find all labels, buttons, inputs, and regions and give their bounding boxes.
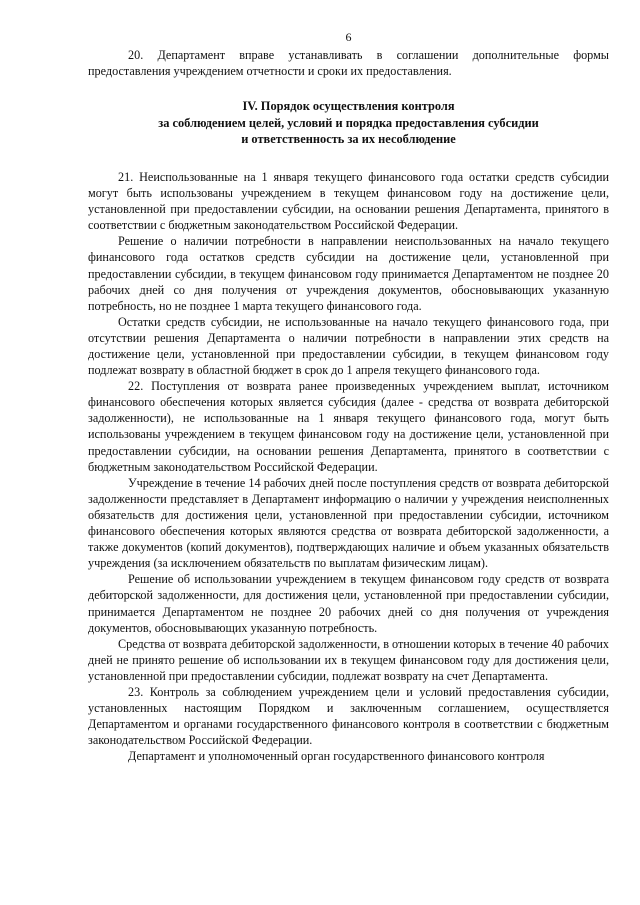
- section-heading-line-3: и ответственность за их несоблюдение: [241, 132, 456, 147]
- paragraph-22-decision: Решение об использовании учреждением в текущем финансовом году средств от возврата дебиторской задолженности, для достижения цели, установленной при предоставлении субсидии, принимается Департаментом не позднее 20 рабочих дней со дня получения от учреждения документов, обосновывающих указанную потребность.: [88, 572, 609, 635]
- paragraph-22-return: Средства от возврата дебиторской задолженности, в отношении которых в течение 40 рабочих дней не принято решение об использовании их в текущем финансовом году для достижения цели, установленной при предоставлении субсидии, подлежат возврату на счет Департамента.: [88, 636, 609, 683]
- section-heading-line-1: IV. Порядок осуществления контроля: [242, 99, 455, 114]
- paragraph-21: 21. Неиспользованные на 1 января текущего финансового года остатки средств субсидии могут быть использованы учреждением в текущем финансовом году на достижение цели, установленной при предоставлении субсидии, на основании решения Департамента, принятого в соответствии с бюджетным законодательством Российской Федерации.: [88, 169, 609, 233]
- section-heading: [88, 98, 609, 148]
- paragraph-20: 20. Департамент вправе устанавливать в соглашении дополнительные формы предоставления учреждением отчетности и сроки их предоставления.: [88, 48, 609, 79]
- paragraph-23: 23. Контроль за соблюдением учреждением цели и условий предоставления субсидии, установленных настоящим Порядком и заключенным соглашением, осуществляется Департаментом и органами государственного финансового контроля в соответствии с бюджетным законодательством Российской Федерации.: [88, 684, 609, 748]
- paragraph-22: 22. Поступления от возврата ранее произведенных учреждением выплат, источником финансового обеспечения которых является субсидия (далее - средства от возврата дебиторской задолженности), не использованные на 1 января текущего финансового года, могут быть использованы учреждением в текущем финансовом году на достижение цели, установленной при предоставлении субсидии, на основании решения Департамента, принятого в соответствии с бюджетным законодательством Российской Федерации.: [88, 379, 609, 474]
- paragraph-22-information: Учреждение в течение 14 рабочих дней после поступления средств от возврата дебиторской задолженности представляет в Департамент информацию о наличии у учреждения неисполненных обязательств для достижения цели, установленной при предоставлении субсидии, источником финансового обеспечения которых являются средства от возврата дебиторской задолженности, а также документов (копий документов), подтверждающих наличие и объем указанных обязательств учреждения (за исключением обязательств по выплатам физическим лицам).: [88, 475, 609, 571]
- section-heading-line-2: за соблюдением целей, условий и порядка предоставления субсидии: [158, 115, 539, 130]
- paragraph-21-decision: Решение о наличии потребности в направлении неиспользованных на начало текущего финансового года остатков средств субсидии на достижение цели, установленной при предоставлении субсидии, в текущем финансовом году принимается Департаментом не позднее 20 рабочих дней со дня получения от учреждения документов, обосновывающих указанную потребность, но не позднее 1 марта текущего финансового года.: [88, 234, 609, 313]
- paragraph-21-remainders: Остатки средств субсидии, не использованные на начало текущего финансового года, при отсутствии решения Департамента о наличии потребности в направлении этих средств на достижение цели, установленной при предоставлении субсидии, в текущем финансовом году подлежат возврату в областной бюджет в срок до 1 апреля текущего финансового года.: [88, 314, 609, 378]
- page-number: 6: [345, 30, 352, 44]
- paragraph-23-continued: Департамент и уполномоченный орган государственного финансового контроля: [128, 749, 545, 764]
